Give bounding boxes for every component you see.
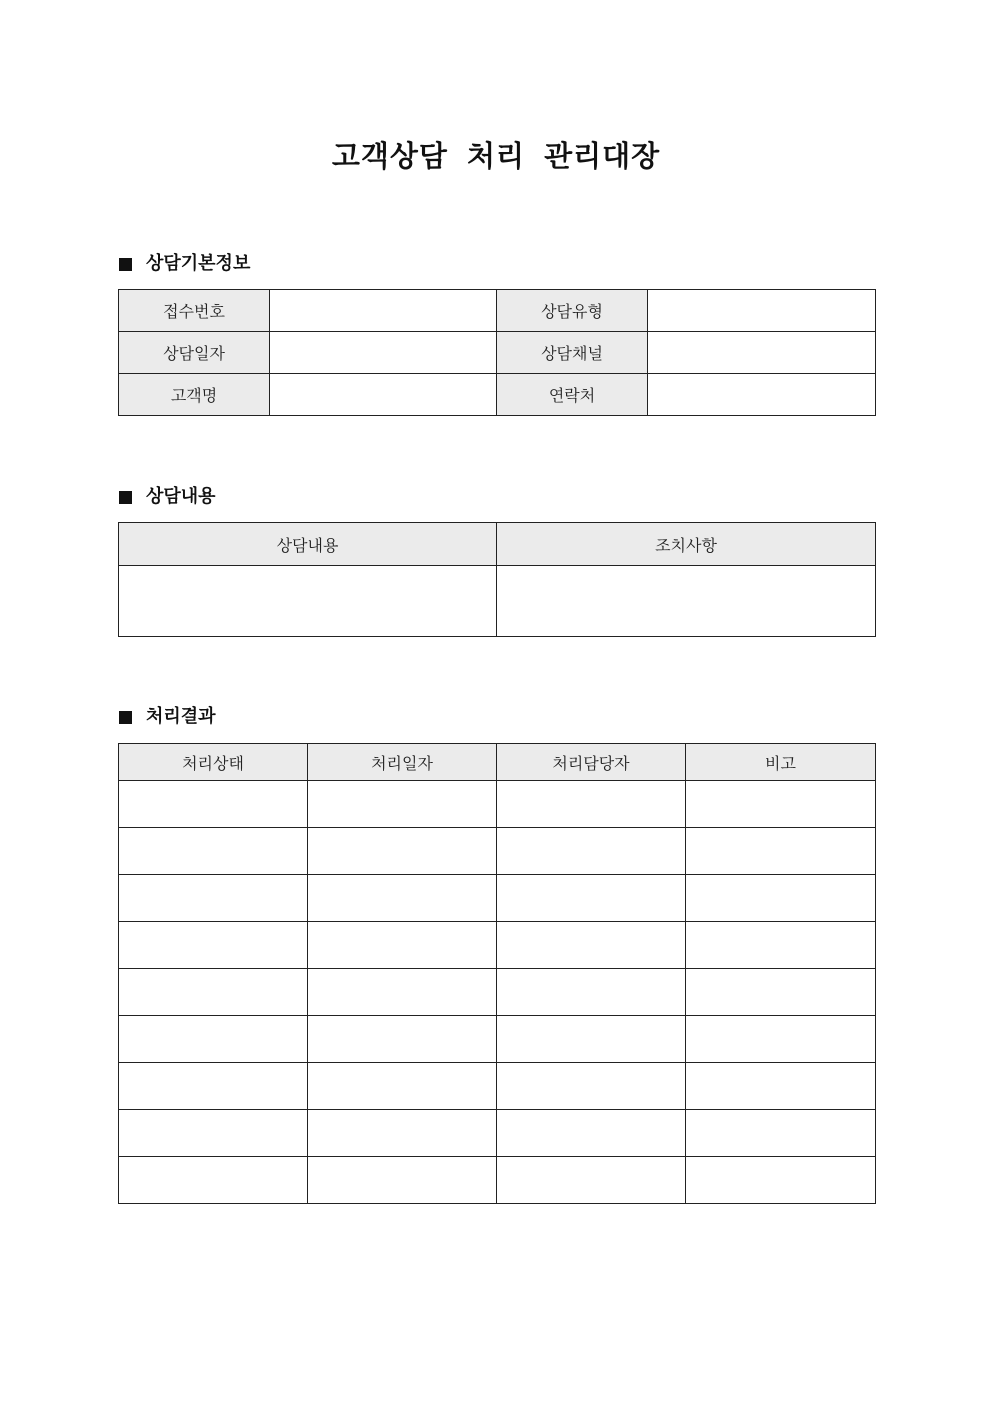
- remarks-cell[interactable]: [686, 969, 876, 1016]
- handler-cell[interactable]: [497, 1157, 686, 1204]
- contact-field[interactable]: [648, 374, 876, 416]
- consultation-date-field[interactable]: [270, 332, 497, 374]
- status-cell[interactable]: [119, 828, 308, 875]
- remarks-cell[interactable]: [686, 875, 876, 922]
- table-row: [119, 1157, 876, 1204]
- square-bullet-icon: [119, 258, 132, 271]
- square-bullet-icon: [119, 491, 132, 504]
- remarks-cell[interactable]: [686, 781, 876, 828]
- table-row: [119, 290, 876, 332]
- field-label: 상담채널: [497, 332, 648, 374]
- date-cell[interactable]: [308, 969, 497, 1016]
- remarks-cell[interactable]: [686, 922, 876, 969]
- field-label: 상담일자: [119, 332, 270, 374]
- remarks-cell[interactable]: [686, 1063, 876, 1110]
- status-cell[interactable]: [119, 781, 308, 828]
- document-title: 고객상담 처리 관리대장: [331, 139, 661, 173]
- status-cell[interactable]: [119, 1110, 308, 1157]
- date-cell[interactable]: [308, 828, 497, 875]
- consultation-content-field[interactable]: [119, 566, 497, 637]
- receipt-number-field[interactable]: [270, 290, 497, 332]
- section-heading-label: 상담내용: [146, 486, 216, 507]
- table-row: [119, 1110, 876, 1157]
- basic-info-table: [118, 289, 876, 416]
- remarks-cell[interactable]: [686, 1157, 876, 1204]
- table-row: [119, 781, 876, 828]
- column-header: 조치사항: [497, 523, 876, 566]
- table-row: [119, 374, 876, 416]
- column-header: 처리일자: [308, 744, 497, 781]
- section-heading-results: [119, 705, 216, 729]
- column-header: 상담내용: [119, 523, 497, 566]
- field-label: 고객명: [119, 374, 270, 416]
- table-row: [119, 875, 876, 922]
- action-taken-field[interactable]: [497, 566, 876, 637]
- field-label: 연락처: [497, 374, 648, 416]
- date-cell[interactable]: [308, 875, 497, 922]
- consultation-channel-field[interactable]: [648, 332, 876, 374]
- remarks-cell[interactable]: [686, 1110, 876, 1157]
- handler-cell[interactable]: [497, 828, 686, 875]
- table-row: [119, 332, 876, 374]
- table-row: [119, 1063, 876, 1110]
- status-cell[interactable]: [119, 875, 308, 922]
- handler-cell[interactable]: [497, 1063, 686, 1110]
- table-row: [119, 969, 876, 1016]
- column-header: 처리담당자: [497, 744, 686, 781]
- remarks-cell[interactable]: [686, 828, 876, 875]
- section-heading-basic-info: [119, 252, 250, 276]
- table-header-row: [119, 744, 876, 781]
- date-cell[interactable]: [308, 1063, 497, 1110]
- consultation-type-field[interactable]: [648, 290, 876, 332]
- square-bullet-icon: [119, 711, 132, 724]
- date-cell[interactable]: [308, 922, 497, 969]
- handler-cell[interactable]: [497, 875, 686, 922]
- handler-cell[interactable]: [497, 1110, 686, 1157]
- field-label: 상담유형: [497, 290, 648, 332]
- handler-cell[interactable]: [497, 922, 686, 969]
- table-header-row: [119, 523, 876, 566]
- date-cell[interactable]: [308, 1016, 497, 1063]
- handler-cell[interactable]: [497, 969, 686, 1016]
- customer-name-field[interactable]: [270, 374, 497, 416]
- table-row: [119, 828, 876, 875]
- date-cell[interactable]: [308, 1157, 497, 1204]
- status-cell[interactable]: [119, 1063, 308, 1110]
- processing-results-table: [118, 743, 876, 1204]
- section-heading-label: 상담기본정보: [146, 253, 251, 274]
- section-heading-consultation: [119, 485, 216, 509]
- handler-cell[interactable]: [497, 781, 686, 828]
- section-heading-label: 처리결과: [146, 706, 216, 727]
- table-row: [119, 1016, 876, 1063]
- status-cell[interactable]: [119, 1016, 308, 1063]
- table-row: [119, 922, 876, 969]
- date-cell[interactable]: [308, 781, 497, 828]
- status-cell[interactable]: [119, 969, 308, 1016]
- date-cell[interactable]: [308, 1110, 497, 1157]
- column-header: 처리상태: [119, 744, 308, 781]
- handler-cell[interactable]: [497, 1016, 686, 1063]
- consultation-table: [118, 522, 876, 637]
- status-cell[interactable]: [119, 922, 308, 969]
- field-label: 접수번호: [119, 290, 270, 332]
- status-cell[interactable]: [119, 1157, 308, 1204]
- column-header: 비고: [686, 744, 876, 781]
- table-row: [119, 566, 876, 637]
- remarks-cell[interactable]: [686, 1016, 876, 1063]
